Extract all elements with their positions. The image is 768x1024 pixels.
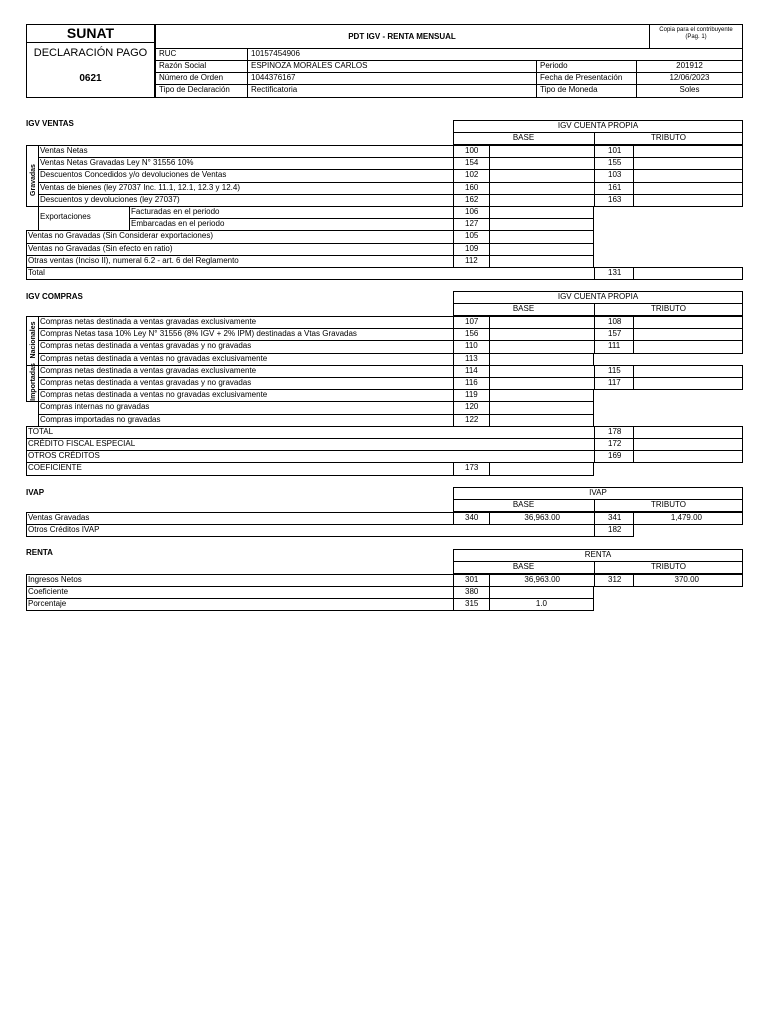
cell-divider <box>453 218 454 231</box>
renta-porcentaje-label: Porcentaje <box>28 599 67 608</box>
cell-divider <box>453 243 454 256</box>
cell-divider <box>594 194 595 207</box>
cell-divider <box>594 426 595 439</box>
tributo-code: 161 <box>608 182 622 192</box>
row-label: Ventas no Gravadas (Sin efecto en ratio) <box>28 243 173 253</box>
tipo-declaracion-value: Rectificatoria <box>251 85 298 94</box>
summary-row <box>26 450 743 463</box>
renta-col-base: BASE <box>512 562 535 571</box>
total-label: Total <box>28 268 45 277</box>
ivap-base-value: 36,963.00 <box>524 513 560 522</box>
ivap-otros-creditos-label: Otros Créditos IVAP <box>28 525 100 534</box>
base-code: 160 <box>465 182 479 192</box>
base-code: 110 <box>465 341 478 351</box>
cell-divider <box>594 157 595 170</box>
cell-divider <box>633 377 634 390</box>
exportaciones-group-label: Exportaciones <box>40 212 91 221</box>
renta-base-value: 36,963.00 <box>524 575 560 584</box>
tipo-moneda-value: Soles <box>679 85 700 94</box>
brand-title: SUNAT <box>66 25 115 41</box>
cell-divider <box>453 194 454 207</box>
renta-r1-line-c <box>594 574 595 587</box>
cell-divider <box>453 414 454 427</box>
base-code: 116 <box>465 378 478 387</box>
ivap-code-341: 341 <box>608 513 622 522</box>
cell-divider <box>453 353 454 366</box>
ruc-value: 10157454906 <box>251 49 300 58</box>
importadas-group-label: Importadas <box>30 363 37 401</box>
renta-tributo-value: 370.00 <box>674 575 699 584</box>
cell-divider <box>489 182 490 195</box>
header-col-line-2 <box>536 60 537 98</box>
form-title: PDT IGV - RENTA MENSUAL <box>348 32 456 41</box>
row-label: Otras ventas (Inciso II), numeral 6.2 - art. 6 del Reglamento <box>28 255 239 265</box>
base-code: 109 <box>465 243 479 253</box>
cell-divider <box>453 328 454 341</box>
cell-divider <box>594 340 595 353</box>
cell-divider <box>489 462 490 475</box>
renta-col-tributo: TRIBUTO <box>651 562 686 571</box>
renta-porcentaje-value: 1.0 <box>535 599 547 608</box>
summary-label: TOTAL <box>28 426 54 436</box>
periodo-label: Periodo <box>540 61 568 70</box>
ruc-label: RUC <box>159 49 177 58</box>
cell-divider <box>489 169 490 182</box>
tipo-declaracion-label: Tipo de Declaración <box>159 85 230 94</box>
razon-social-label: Razón Social <box>159 61 207 70</box>
row-label: Facturadas en el periodo <box>131 207 220 216</box>
header-col-line-1 <box>247 48 248 98</box>
tributo-code: 108 <box>608 317 622 326</box>
cell-divider <box>633 157 634 170</box>
base-code: 113 <box>465 353 478 363</box>
cell-divider <box>489 414 490 427</box>
igv-ventas-col-tributo: TRIBUTO <box>651 133 686 142</box>
nacionales-group-label: Nacionales <box>30 321 37 359</box>
cell-divider <box>594 450 595 463</box>
base-code: 156 <box>465 329 479 339</box>
cell-divider <box>489 230 490 243</box>
row-label: Descuentos y devoluciones (ley 27037) <box>40 194 180 204</box>
cell-divider <box>453 401 454 414</box>
total-row <box>26 267 743 280</box>
cell-divider <box>489 255 490 268</box>
renta-code-301: 301 <box>465 575 479 584</box>
cell-divider <box>633 169 634 182</box>
igv-compras-title: IGV COMPRAS <box>26 292 83 301</box>
renta-title: RENTA <box>26 548 53 557</box>
row-label: Ventas de bienes (ley 27037 Inc. 11.1, 12.1, 12.3 y 12.4) <box>40 182 240 192</box>
renta-ingresos-netos-label: Ingresos Netos <box>28 575 82 584</box>
cell-divider <box>489 340 490 353</box>
row-label: Embarcadas en el periodo <box>131 219 225 229</box>
form-number: 0621 <box>79 73 102 84</box>
igv-ventas-col-base: BASE <box>512 133 535 142</box>
cell-divider <box>489 328 490 341</box>
summary-code: 169 <box>608 451 622 461</box>
tributo-code: 115 <box>608 365 621 375</box>
base-code: 102 <box>465 170 479 180</box>
summary-row <box>26 426 743 439</box>
ivap-title: IVAP <box>26 488 45 497</box>
tributo-code: 101 <box>608 146 622 155</box>
renta-col-group: RENTA <box>584 550 612 559</box>
cell-divider <box>453 255 454 268</box>
row-label: Compras netas destinada a ventas gravadas exclusivamente <box>40 365 257 375</box>
row-label: Compras netas destinada a ventas no gravadas exclusivamente <box>40 390 268 400</box>
cell-divider <box>594 328 595 341</box>
tributo-code: 103 <box>608 170 622 180</box>
copy-note-line1: Copia para el contribuyente <box>659 27 733 33</box>
ivap-row-otros-creditos <box>26 524 634 537</box>
cell-divider <box>489 194 490 207</box>
row-label: Ventas no Gravadas (Sin Considerar exportaciones) <box>28 231 213 241</box>
cell-divider <box>489 157 490 170</box>
cell-divider <box>633 328 634 341</box>
fecha-presentacion-value: 12/06/2023 <box>669 73 710 82</box>
base-code: 106 <box>465 207 479 216</box>
razon-social-value: ESPINOZA MORALES CARLOS <box>251 61 368 70</box>
igv-compras-col-tributo: TRIBUTO <box>651 304 686 313</box>
ivap-col-base: BASE <box>512 500 535 509</box>
base-code: 122 <box>465 414 479 424</box>
row-label: Compras netas destinada a ventas gravadas y no gravadas <box>40 378 252 387</box>
cell-divider <box>489 353 490 366</box>
cell-divider <box>594 377 595 390</box>
row-label: Compras netas destinada a ventas gravadas exclusivamente <box>40 317 257 326</box>
cell-divider <box>489 243 490 256</box>
tributo-code: 117 <box>608 378 621 387</box>
renta-code-380: 380 <box>465 587 479 596</box>
row-label: Descuentos Concedidos y/o devoluciones de Ventas <box>40 170 227 180</box>
cell-divider <box>453 169 454 182</box>
cell-divider <box>453 182 454 195</box>
cell-divider <box>633 182 634 195</box>
cell-divider <box>453 157 454 170</box>
base-code: 154 <box>465 158 479 168</box>
cell-divider <box>594 267 595 280</box>
gravadas-group-label: Gravadas <box>30 164 37 196</box>
renta-code-315: 315 <box>465 599 479 608</box>
cell-divider <box>453 340 454 353</box>
base-code: 107 <box>465 317 479 326</box>
ivap-r2-line-a <box>594 524 595 537</box>
renta-code-312: 312 <box>608 575 622 584</box>
tributo-code: 155 <box>608 158 622 168</box>
cell-divider <box>633 365 634 378</box>
cell-divider <box>633 426 634 439</box>
brand-underline <box>26 42 155 43</box>
base-code: 120 <box>465 402 479 412</box>
igv-ventas-title: IGV VENTAS <box>26 119 74 128</box>
igv-compras-col-group: IGV CUENTA PROPIA <box>557 292 639 301</box>
coeficiente-code: 173 <box>465 463 479 473</box>
header-row-line-1 <box>155 48 743 49</box>
cell-divider <box>489 365 490 378</box>
cell-divider <box>594 182 595 195</box>
ivap-col-tributo: TRIBUTO <box>651 500 686 509</box>
numero-orden-label: Número de Orden <box>159 73 224 82</box>
base-code: 100 <box>465 146 479 155</box>
periodo-value: 201912 <box>676 61 703 70</box>
cell-divider <box>633 267 634 280</box>
cell-divider <box>633 450 634 463</box>
tributo-code: 111 <box>608 341 621 351</box>
row-label: Compras netas destinada a ventas no gravadas exclusivamente <box>40 353 268 363</box>
summary-code: 172 <box>608 439 622 448</box>
cell-divider <box>633 194 634 207</box>
renta-r3-line-a <box>453 598 454 611</box>
declaration-subtitle: DECLARACIÓN PAGO <box>33 47 148 59</box>
ivap-code-182: 182 <box>608 525 622 534</box>
base-code: 119 <box>465 390 478 400</box>
cell-divider <box>594 365 595 378</box>
base-code: 112 <box>465 255 478 265</box>
cell-divider <box>633 340 634 353</box>
copy-note-line2: (Pag. 1) <box>685 34 707 40</box>
renta-coeficiente-label: Coeficiente <box>28 587 69 596</box>
base-code: 162 <box>465 194 479 204</box>
row-label: Compras internas no gravadas <box>40 402 150 412</box>
cell-divider <box>489 218 490 231</box>
summary-label: CRÉDITO FISCAL ESPECIAL <box>28 439 136 448</box>
cell-divider <box>453 230 454 243</box>
cell-divider <box>489 401 490 414</box>
summary-label: OTROS CRÉDITOS <box>28 451 100 461</box>
summary-code: 178 <box>608 426 622 436</box>
row-label: Compras Netas tasa 10% Ley N° 31556 (8% IGV + 2% IPM) destinadas a Vtas Gravadas <box>40 329 357 339</box>
ivap-col-group: IVAP <box>589 488 607 497</box>
base-code: 114 <box>465 365 478 375</box>
cell-divider <box>594 169 595 182</box>
cell-divider <box>489 389 490 402</box>
coeficiente-row <box>26 462 594 475</box>
numero-orden-value: 1044376167 <box>251 73 296 82</box>
row-label: Compras importadas no gravadas <box>40 414 161 424</box>
row-label: Ventas Netas Gravadas Ley N° 31556 10% <box>40 158 194 168</box>
ivap-ventas-gravadas-label: Ventas Gravadas <box>28 513 90 522</box>
cell-divider <box>453 462 454 475</box>
total-code: 131 <box>608 268 622 277</box>
row-label: Ventas Netas <box>40 146 88 155</box>
ivap-tributo-value: 1,479.00 <box>670 513 702 522</box>
cell-divider <box>453 365 454 378</box>
row-label: Compras netas destinada a ventas gravadas y no gravadas <box>40 341 252 351</box>
tributo-code: 163 <box>608 194 622 204</box>
coeficiente-label: COEFICIENTE <box>28 463 82 473</box>
base-code: 127 <box>465 219 479 229</box>
cell-divider <box>453 389 454 402</box>
igv-compras-col-base: BASE <box>512 304 535 313</box>
igv-ventas-col-group: IGV CUENTA PROPIA <box>557 121 639 130</box>
fecha-presentacion-label: Fecha de Presentación <box>540 73 623 82</box>
ivap-code-340: 340 <box>465 513 479 522</box>
tributo-code: 157 <box>608 329 622 339</box>
tipo-moneda-label: Tipo de Moneda <box>540 85 598 94</box>
base-code: 105 <box>465 231 479 241</box>
